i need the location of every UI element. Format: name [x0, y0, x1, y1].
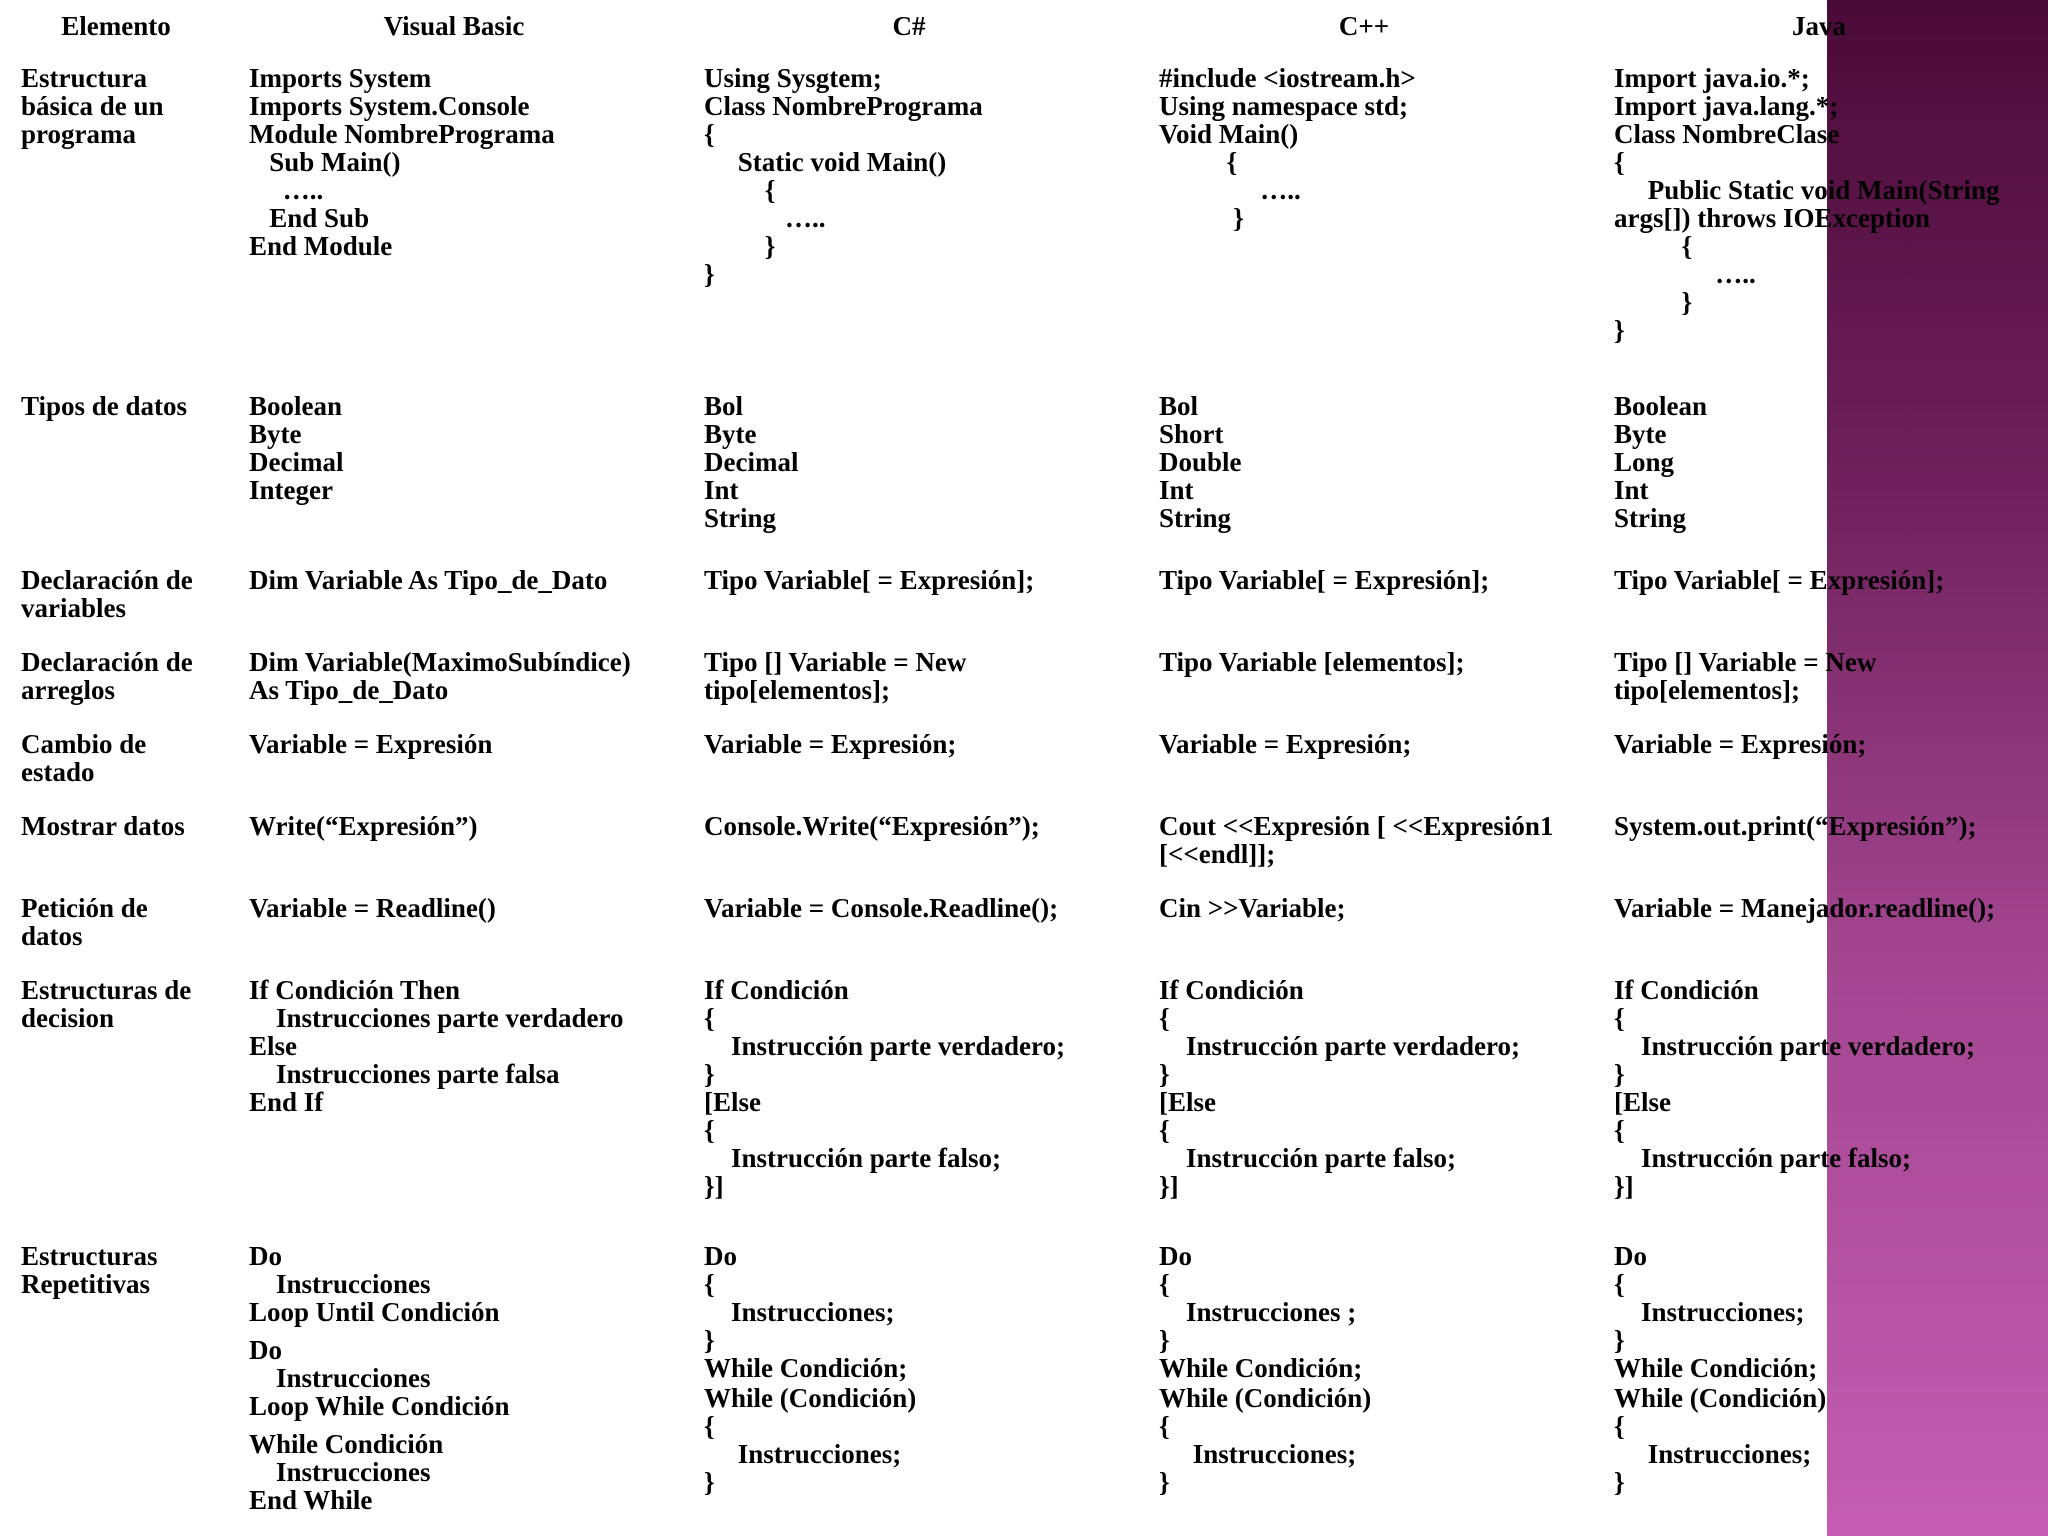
cpp-code-cell: While (Condición) { Instrucciones; } [1159, 1383, 1372, 1497]
cs-code-cell: If Condición { Instrucción parte verdadero; } [Else { Instrucción parte falso; }] [704, 975, 1065, 1201]
vb-code-cell: Do Instrucciones Loop While Condición [249, 1335, 510, 1421]
cpp-code-cell: If Condición { Instrucción parte verdadero; } [Else { Instrucción parte falso; }] [1159, 975, 1520, 1201]
java-code-cell: Variable = Manejador.readline(); [1614, 893, 1996, 923]
java-code-cell: Tipo Variable[ = Expresión]; [1614, 565, 1945, 595]
vb-code-cell: Dim Variable As Tipo_de_Dato [249, 565, 608, 595]
cpp-code-cell: Tipo Variable[ = Expresión]; [1159, 565, 1490, 595]
java-code-cell: System.out.print(“Expresión”); [1614, 811, 1977, 841]
header-java: Java [1792, 11, 1846, 41]
cs-code-cell: Tipo [] Variable = New tipo[elementos]; [704, 647, 967, 705]
java-code-cell: Variable = Expresión; [1614, 729, 1867, 759]
row-label: Declaración de variables [21, 565, 193, 623]
row-label: Cambio de estado [21, 729, 147, 787]
row-label: Estructuras Repetitivas [21, 1241, 158, 1299]
vb-code-cell: Dim Variable(MaximoSubíndice) As Tipo_de_Dato [249, 647, 631, 705]
cs-code-cell: Variable = Console.Readline(); [704, 893, 1059, 923]
cs-code-cell: Variable = Expresión; [704, 729, 957, 759]
java-code-cell: While (Condición) { Instrucciones; } [1614, 1383, 1827, 1497]
java-code-cell: Import java.io.*; Import java.lang.*; Class NombreClase { Public Static void Main(String args[]) throws IOException { ….. } } [1614, 63, 2000, 345]
vb-code-cell: If Condición Then Instrucciones parte verdadero Else Instrucciones parte falsa End If [249, 975, 624, 1117]
vb-code-cell: Do Instrucciones Loop Until Condición [249, 1241, 500, 1327]
row-label: Declaración de arreglos [21, 647, 193, 705]
row-label: Petición de datos [21, 893, 148, 951]
vb-code-cell: Imports System Imports System.Console Module NombrePrograma Sub Main() ….. End Sub End Module [249, 63, 555, 261]
cs-code-cell: Do { Instrucciones; } While Condición; [704, 1241, 908, 1383]
java-code-cell: Tipo [] Variable = New tipo[elementos]; [1614, 647, 1877, 705]
vb-code-cell: Variable = Expresión [249, 729, 493, 759]
vb-code-cell: Variable = Readline() [249, 893, 496, 923]
cs-code-cell: Tipo Variable[ = Expresión]; [704, 565, 1035, 595]
java-code-cell: Do { Instrucciones; } While Condición; [1614, 1241, 1818, 1383]
java-code-cell: If Condición { Instrucción parte verdadero; } [Else { Instrucción parte falso; }] [1614, 975, 1975, 1201]
cs-code-cell: Using Sysgtem; Class NombrePrograma { Static void Main() { ….. } } [704, 63, 983, 289]
vb-code-cell: Boolean Byte Decimal Integer [249, 391, 344, 505]
cpp-code-cell: Bol Short Double Int String [1159, 391, 1242, 533]
cpp-code-cell: Cin >>Variable; [1159, 893, 1346, 923]
cpp-code-cell: Tipo Variable [elementos]; [1159, 647, 1465, 677]
cs-code-cell: Bol Byte Decimal Int String [704, 391, 799, 533]
row-label: Estructura básica de un programa [21, 63, 164, 149]
row-label: Estructuras de decision [21, 975, 192, 1033]
header-visual-basic: Visual Basic [383, 11, 525, 41]
row-label: Tipos de datos [21, 391, 188, 421]
vb-code-cell: Write(“Expresión”) [249, 811, 478, 841]
cpp-code-cell: Variable = Expresión; [1159, 729, 1412, 759]
cpp-code-cell: Cout <<Expresión [ <<Expresión1 [<<endl]]; [1159, 811, 1554, 869]
row-label: Mostrar datos [21, 811, 185, 841]
cpp-code-cell: Do { Instrucciones ; } While Condición; [1159, 1241, 1363, 1383]
java-code-cell: Boolean Byte Long Int String [1614, 391, 1708, 533]
cs-code-cell: Console.Write(“Expresión”); [704, 811, 1040, 841]
header-elemento: Elemento [61, 11, 171, 41]
vb-code-cell: While Condición Instrucciones End While [249, 1429, 444, 1515]
header-cpp: C++ [1338, 11, 1390, 41]
header-csharp: C# [892, 11, 926, 41]
cpp-code-cell: #include <iostream.h> Using namespace std; Void Main() { ….. } [1159, 63, 1416, 233]
cs-code-cell: While (Condición) { Instrucciones; } [704, 1383, 917, 1497]
